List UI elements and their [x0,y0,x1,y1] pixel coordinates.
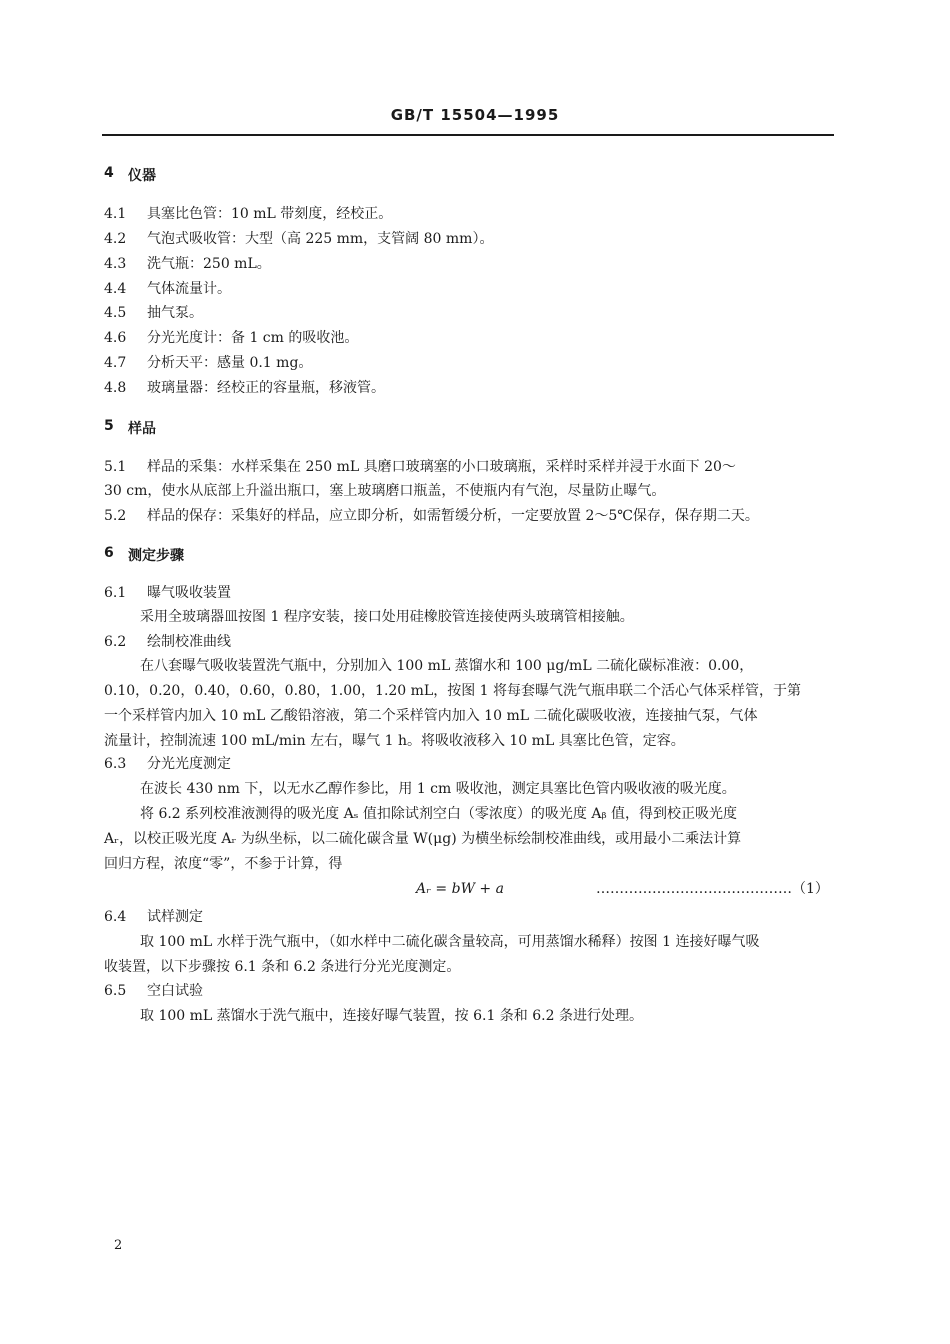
clause-6-2-title: 绘制校准曲线 [147,634,231,650]
clause-5-1-line-1: 样品的采集：水样采集在 250 mL 具磨口玻璃塞的小口玻璃瓶，采样时采样并浸于水面下 20～ [147,459,736,475]
clause-6-3-number: 6.3 [104,756,127,772]
item-4-6-number: 4.6 [104,330,127,346]
clause-6-3-title: 分光光度测定 [147,756,231,772]
section-4-title: 仪器 [128,168,156,184]
clause-6-2-line-4: 流量计，控制流速 100 mL/min 左右，曝气 1 h。将吸收液移入 10 mL 具塞比色管，定容。 [104,733,685,749]
item-4-2-text: 气泡式吸收管：大型（高 225 mm，支管阔 80 mm）。 [147,231,494,247]
item-4-5-number: 4.5 [104,305,127,321]
clause-6-3-line-4: 回归方程，浓度“零”，不参于计算，得 [104,856,343,872]
item-4-2-number: 4.2 [104,231,127,247]
item-4-8-text: 玻璃量器：经校正的容量瓶，移液管。 [147,380,385,396]
header-rule [102,134,834,136]
regression-formula: Aᵣ = bW + a [416,881,504,897]
section-6-title: 测定步骤 [128,548,184,564]
item-4-4-text: 气体流量计。 [147,281,231,297]
item-4-1-text: 具塞比色管：10 mL 带刻度，经校正。 [147,206,393,222]
clause-6-5-number: 6.5 [104,983,127,999]
section-5-number: 5 [104,418,114,434]
item-4-7-text: 分析天平：感量 0.1 mg。 [147,355,313,371]
item-4-3-number: 4.3 [104,256,127,272]
item-4-6-text: 分光光度计：备 1 cm 的吸收池。 [147,330,359,346]
clause-6-1-line-1: 采用全玻璃器皿按图 1 程序安装，接口处用硅橡胶管连接使两头玻璃管相接触。 [140,609,634,625]
clause-6-4-line-2: 收装置，以下步骤按 6.1 条和 6.2 条进行分光光度测定。 [104,959,461,975]
formula-number: ……………………………………（1） [596,881,829,897]
clause-6-1-title: 曝气吸收装置 [147,585,231,601]
clause-6-2-number: 6.2 [104,634,127,650]
clause-6-1-number: 6.1 [104,585,127,601]
clause-6-5-title: 空白试验 [147,983,203,999]
item-4-3-text: 洗气瓶：250 mL。 [147,256,271,272]
item-4-1-number: 4.1 [104,206,127,222]
clause-5-1-number: 5.1 [104,459,127,475]
section-4-number: 4 [104,165,114,181]
clause-6-4-number: 6.4 [104,909,127,925]
clause-5-2-number: 5.2 [104,508,127,524]
section-5-title: 样品 [128,421,156,437]
item-4-4-number: 4.4 [104,281,127,297]
item-4-8-number: 4.8 [104,380,127,396]
clause-6-5-line-1: 取 100 mL 蒸馏水于洗气瓶中，连接好曝气装置，按 6.1 条和 6.2 条进行处理。 [140,1008,643,1024]
clause-6-4-line-1: 取 100 mL 水样于洗气瓶中，（如水样中二硫化碳含量较高，可用蒸馏水稀释）按图 1 连接好曝气吸 [140,934,760,950]
clause-6-3-line-1: 在波长 430 nm 下，以无水乙醇作参比，用 1 cm 吸收池，测定具塞比色管内吸收液的吸光度。 [140,781,736,797]
clause-5-1-line-2: 30 cm，使水从底部上升溢出瓶口，塞上玻璃磨口瓶盖，不使瓶内有气泡，尽量防止曝气。 [104,483,666,499]
page-number: 2 [114,1238,123,1253]
item-4-7-number: 4.7 [104,355,127,371]
clause-6-2-line-2: 0.10，0.20，0.40，0.60，0.80，1.00，1.20 mL，按图 1 将每套曝气洗气瓶串联二个活心气体采样管，于第 [104,683,802,699]
section-6-number: 6 [104,545,114,561]
clause-6-2-line-1: 在八套曝气吸收装置洗气瓶中，分别加入 100 mL 蒸馏水和 100 μg/mL 二硫化碳标准液：0.00， [140,658,754,674]
clause-6-4-title: 试样测定 [147,909,203,925]
item-4-5-text: 抽气泵。 [147,305,203,321]
clause-5-2-line-1: 样品的保存：采集好的样品，应立即分析，如需暂缓分析，一定要放置 2～5℃保存，保存期二天。 [147,508,759,524]
page-header: GB/T 15504—1995 [390,106,560,124]
clause-6-3-line-3: Aᵣ，以校正吸光度 Aᵣ 为纵坐标，以二硫化碳含量 W(μg) 为横坐标绘制校准曲线，或用最小二乘法计算 [104,831,742,847]
clause-6-3-line-2: 将 6.2 系列校准液测得的吸光度 Aₛ 值扣除试剂空白（零浓度）的吸光度 Aᵦ 值，得到校正吸光度 [140,806,737,822]
clause-6-2-line-3: 一个采样管内加入 10 mL 乙酸铅溶液，第二个采样管内加入 10 mL 二硫化碳吸收液，连接抽气泵，气体 [104,708,758,724]
